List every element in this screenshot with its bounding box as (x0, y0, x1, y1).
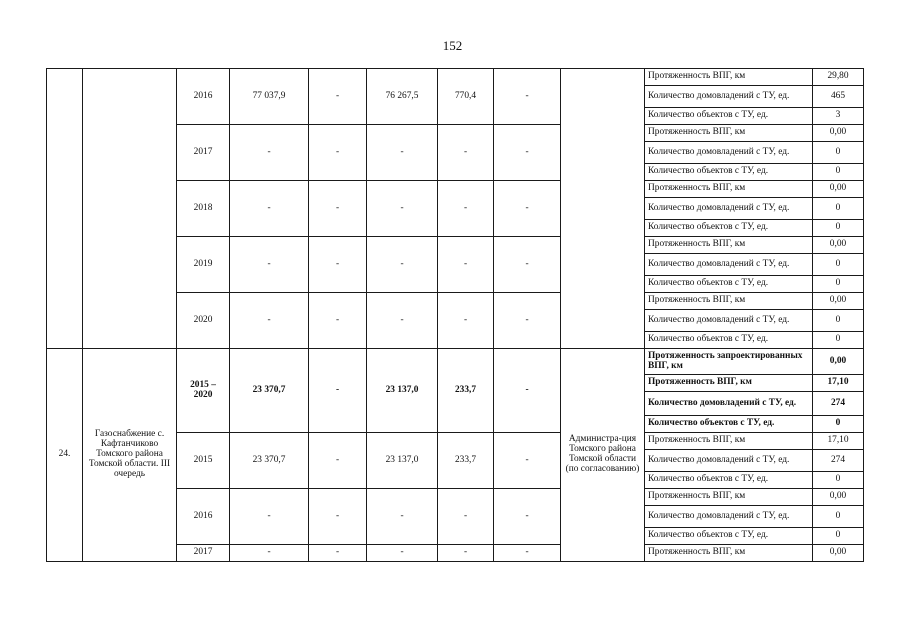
cell-extra: - (494, 545, 561, 562)
cell-value: 0,00 (813, 125, 864, 142)
cell-regional: - (367, 125, 438, 181)
cell-regional: - (367, 489, 438, 545)
cell-value: 0 (813, 220, 864, 237)
cell-year: 2019 (177, 237, 230, 293)
cell-value: 0 (813, 276, 864, 293)
cell-indicator: Протяженность ВПГ, км (645, 433, 813, 450)
cell-value: 0 (813, 164, 864, 181)
cell-value: 0 (813, 528, 864, 545)
cell-value: 0 (813, 198, 864, 220)
cell-extra: - (494, 69, 561, 125)
cell-indicator: Протяженность ВПГ, км (645, 125, 813, 142)
cell-extra: - (494, 349, 561, 433)
cell-indicator: Количество объектов с ТУ, ед. (645, 472, 813, 489)
cell-total: 77 037,9 (230, 69, 309, 125)
cell-total: - (230, 181, 309, 237)
cell-value: 0 (813, 254, 864, 276)
cell-federal: - (309, 489, 367, 545)
cell-extra: - (494, 293, 561, 349)
cell-federal: - (309, 69, 367, 125)
cell-total: - (230, 293, 309, 349)
cell-indicator: Количество домовладений с ТУ, ед. (645, 450, 813, 472)
cell-extra: - (494, 489, 561, 545)
cell-number (47, 69, 83, 349)
cell-local: 770,4 (438, 69, 494, 125)
cell-local: - (438, 181, 494, 237)
cell-year: 2015 (177, 433, 230, 489)
cell-value: 0,00 (813, 237, 864, 254)
cell-regional: - (367, 237, 438, 293)
cell-period: 2015 – 2020 (177, 349, 230, 433)
cell-extra: - (494, 181, 561, 237)
cell-year: 2017 (177, 125, 230, 181)
cell-extra: - (494, 125, 561, 181)
cell-indicator: Количество домовладений с ТУ, ед. (645, 392, 813, 416)
cell-total: - (230, 545, 309, 562)
cell-indicator: Количество объектов с ТУ, ед. (645, 332, 813, 349)
cell-year: 2016 (177, 489, 230, 545)
cell-indicator: Количество объектов с ТУ, ед. (645, 528, 813, 545)
page-number: 152 (442, 38, 463, 53)
cell-federal: - (309, 125, 367, 181)
cell-local: - (438, 545, 494, 562)
cell-local: - (438, 237, 494, 293)
cell-federal: - (309, 433, 367, 489)
cell-indicator: Количество домовладений с ТУ, ед. (645, 254, 813, 276)
cell-executor: Администра-ция Томского района Томской области (по согласованию) (561, 349, 645, 562)
cell-local: - (438, 125, 494, 181)
cell-year: 2016 (177, 69, 230, 125)
cell-value: 29,80 (813, 69, 864, 86)
cell-local: - (438, 489, 494, 545)
cell-year: 2018 (177, 181, 230, 237)
cell-regional: - (367, 545, 438, 562)
cell-indicator: Количество объектов с ТУ, ед. (645, 276, 813, 293)
cell-indicator: Количество домовладений с ТУ, ед. (645, 198, 813, 220)
cell-value: 0,00 (813, 181, 864, 198)
cell-value: 17,10 (813, 375, 864, 392)
cell-total: 23 370,7 (230, 349, 309, 433)
cell-indicator: Количество объектов с ТУ, ед. (645, 164, 813, 181)
cell-value: 0 (813, 310, 864, 332)
cell-regional: 23 137,0 (367, 433, 438, 489)
cell-federal: - (309, 181, 367, 237)
cell-total: - (230, 125, 309, 181)
cell-indicator: Протяженность ВПГ, км (645, 237, 813, 254)
cell-value: 0 (813, 332, 864, 349)
cell-federal: - (309, 349, 367, 433)
cell-executor (561, 69, 645, 349)
table-row (47, 349, 864, 375)
cell-value: 274 (813, 450, 864, 472)
cell-total: - (230, 237, 309, 293)
cell-value: 274 (813, 392, 864, 416)
cell-indicator: Протяженность ВПГ, км (645, 375, 813, 392)
cell-regional: - (367, 181, 438, 237)
cell-value: 465 (813, 86, 864, 108)
cell-total: - (230, 489, 309, 545)
cell-value: 3 (813, 108, 864, 125)
cell-value: 0 (813, 472, 864, 489)
cell-value: 0,00 (813, 545, 864, 562)
cell-indicator: Протяженность ВПГ, км (645, 69, 813, 86)
cell-local: 233,7 (438, 349, 494, 433)
cell-indicator: Количество домовладений с ТУ, ед. (645, 310, 813, 332)
cell-extra: - (494, 433, 561, 489)
cell-extra: - (494, 237, 561, 293)
cell-indicator: Протяженность ВПГ, км (645, 293, 813, 310)
cell-value: 0,00 (813, 489, 864, 506)
cell-regional: 76 267,5 (367, 69, 438, 125)
cell-value: 17,10 (813, 433, 864, 450)
cell-indicator: Количество домовладений с ТУ, ед. (645, 506, 813, 528)
cell-federal: - (309, 545, 367, 562)
cell-indicator: Количество объектов с ТУ, ед. (645, 108, 813, 125)
cell-indicator: Протяженность ВПГ, км (645, 489, 813, 506)
table-row (47, 69, 864, 86)
cell-federal: - (309, 237, 367, 293)
cell-value: 0 (813, 142, 864, 164)
cell-indicator: Протяженность ВПГ, км (645, 181, 813, 198)
cell-federal: - (309, 293, 367, 349)
cell-indicator: Протяженность запроектированных ВПГ, км (645, 349, 813, 375)
cell-value: 0 (813, 416, 864, 433)
cell-indicator: Количество домовладений с ТУ, ед. (645, 142, 813, 164)
cell-indicator: Количество объектов с ТУ, ед. (645, 220, 813, 237)
cell-indicator: Протяженность ВПГ, км (645, 545, 813, 562)
cell-name: Газоснабжение с. Кафтанчиково Томского района Томской области. III очередь (83, 349, 177, 562)
cell-year: 2020 (177, 293, 230, 349)
cell-indicator: Количество домовладений с ТУ, ед. (645, 86, 813, 108)
cell-value: 0,00 (813, 293, 864, 310)
cell-number: 24. (47, 349, 83, 562)
cell-indicator: Количество объектов с ТУ, ед. (645, 416, 813, 433)
cell-value: 0,00 (813, 349, 864, 375)
cell-local: 233,7 (438, 433, 494, 489)
cell-name (83, 69, 177, 349)
cell-regional: - (367, 293, 438, 349)
cell-value: 0 (813, 506, 864, 528)
cell-local: - (438, 293, 494, 349)
cell-year: 2017 (177, 545, 230, 562)
cell-regional: 23 137,0 (367, 349, 438, 433)
program-table (46, 68, 864, 562)
cell-total: 23 370,7 (230, 433, 309, 489)
